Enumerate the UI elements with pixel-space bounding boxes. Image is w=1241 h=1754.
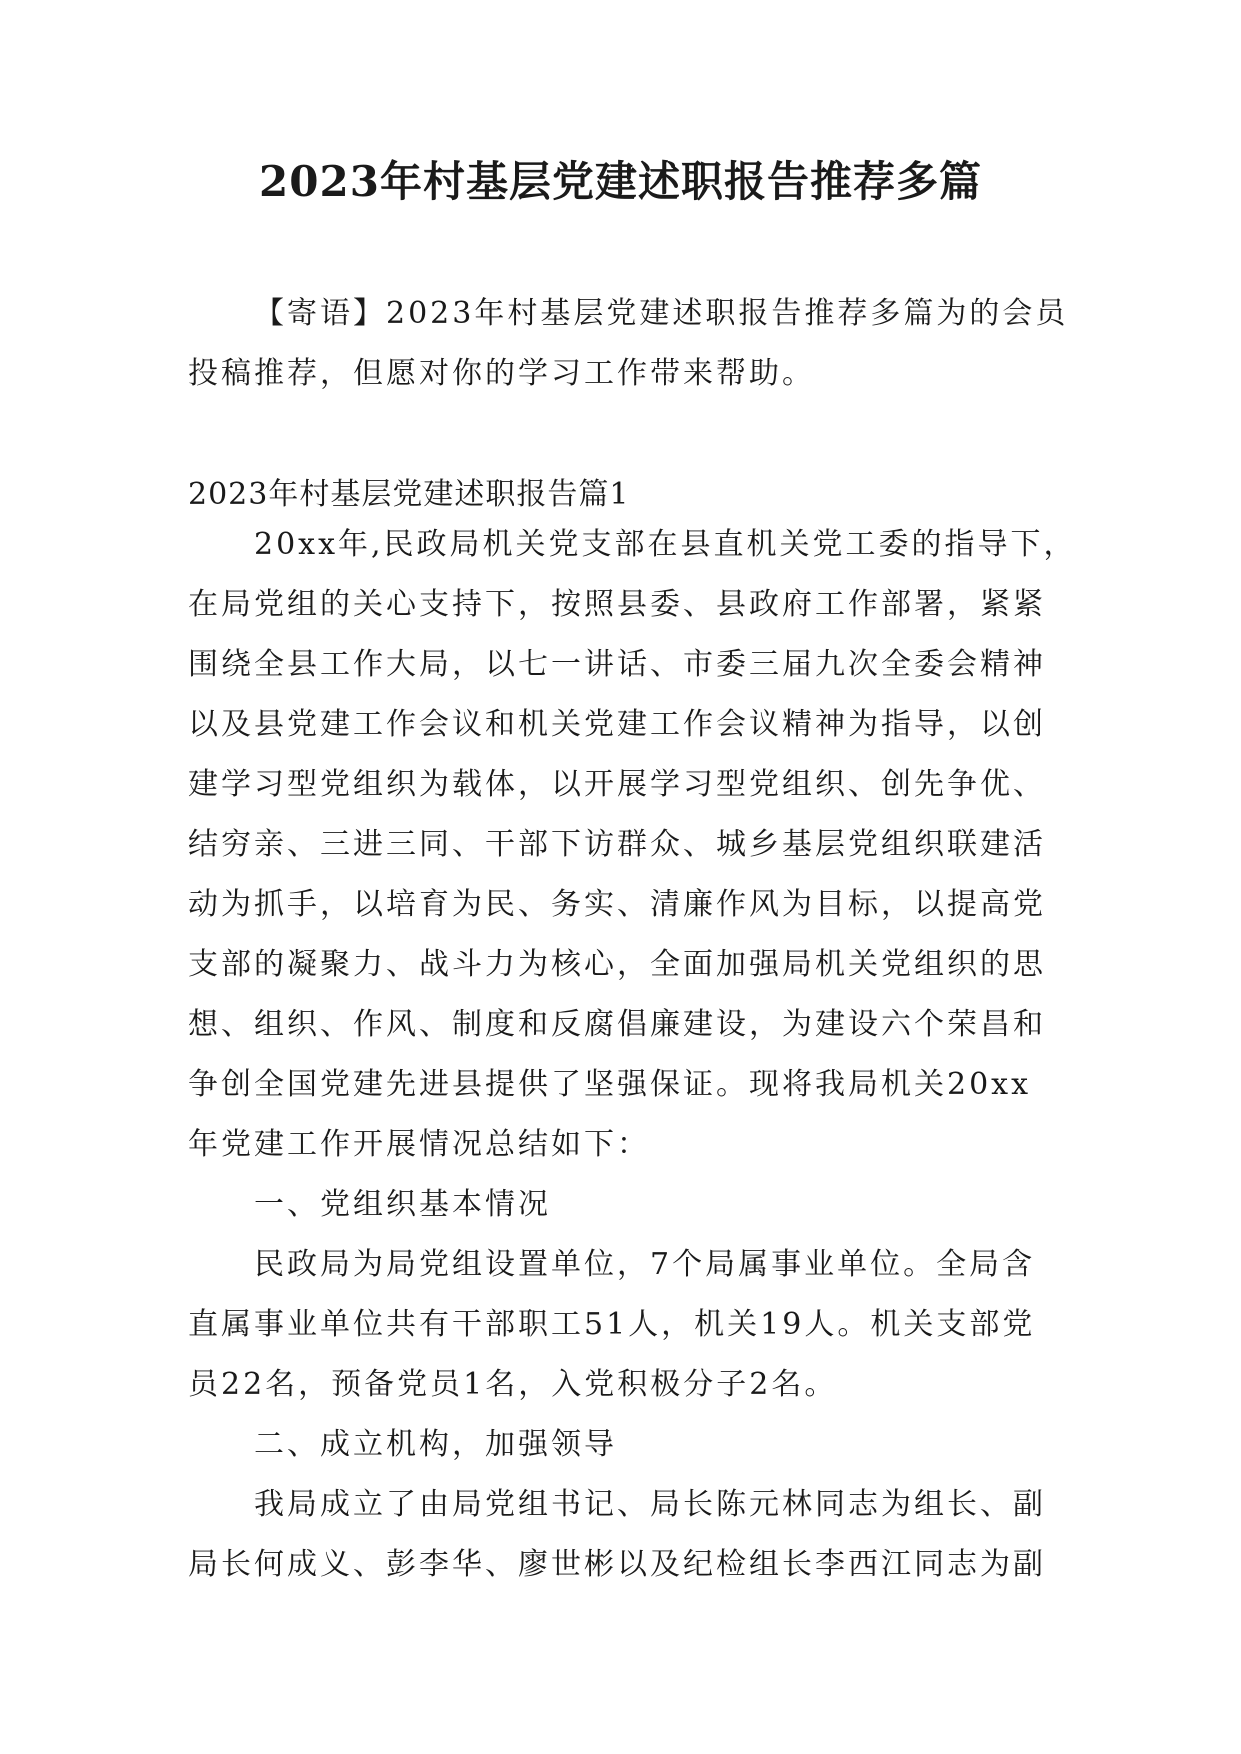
paragraph-line: 员22名，预备党员1名，入党积极分子2名。 [188,1367,838,1402]
paragraph-line: 20xx年,民政局机关党支部在县直机关党工委的指导下， [254,527,1077,562]
paragraph-line: 以及县党建工作会议和机关党建工作会议精神为指导，以创 [188,707,1046,742]
paragraph-line: 建学习型党组织为载体，以开展学习型党组织、创先争优、 [188,767,1046,802]
paragraph-line: 支部的凝聚力、战斗力为核心，全面加强局机关党组织的思 [188,947,1046,982]
intro-line: 【寄语】2023年村基层党建述职报告推荐多篇为的会员 [254,296,1069,331]
paragraph-line: 年党建工作开展情况总结如下： [188,1127,650,1162]
paragraph-line: 在局党组的关心支持下，按照县委、县政府工作部署，紧紧 [188,587,1046,622]
report-body [188,515,1077,1595]
paragraph-line: 争创全国党建先进县提供了坚强保证。现将我局机关20xx [188,1067,1032,1102]
section-title: 2023年村基层党建述职报告篇1 [188,477,630,512]
section-heading: 一、党组织基本情况 [254,1187,551,1222]
paragraph-line: 动为抓手，以培育为民、务实、清廉作风为目标，以提高党 [188,887,1046,922]
section-heading: 二、成立机构，加强领导 [254,1427,617,1462]
intro-paragraph [188,284,1068,404]
intro-line: 投稿推荐，但愿对你的学习工作带来帮助。 [188,356,815,391]
paragraph-line: 围绕全县工作大局，以七一讲话、市委三届九次全委会精神 [188,647,1046,682]
paragraph-line: 想、组织、作风、制度和反腐倡廉建设，为建设六个荣昌和 [188,1007,1046,1042]
paragraph-line: 局长何成义、彭李华、廖世彬以及纪检组长李西江同志为副 [188,1547,1046,1582]
paragraph-line: 直属事业单位共有干部职工51人，机关19人。机关支部党 [188,1307,1036,1342]
paragraph-line: 民政局为局党组设置单位，7个局属事业单位。全局含 [254,1247,1036,1282]
paragraph-line: 结穷亲、三进三同、干部下访群众、城乡基层党组织联建活 [188,827,1046,862]
document-title: 2023年村基层党建述职报告推荐多篇 [259,157,982,206]
paragraph-line: 我局成立了由局党组书记、局长陈元林同志为组长、副 [254,1487,1046,1522]
